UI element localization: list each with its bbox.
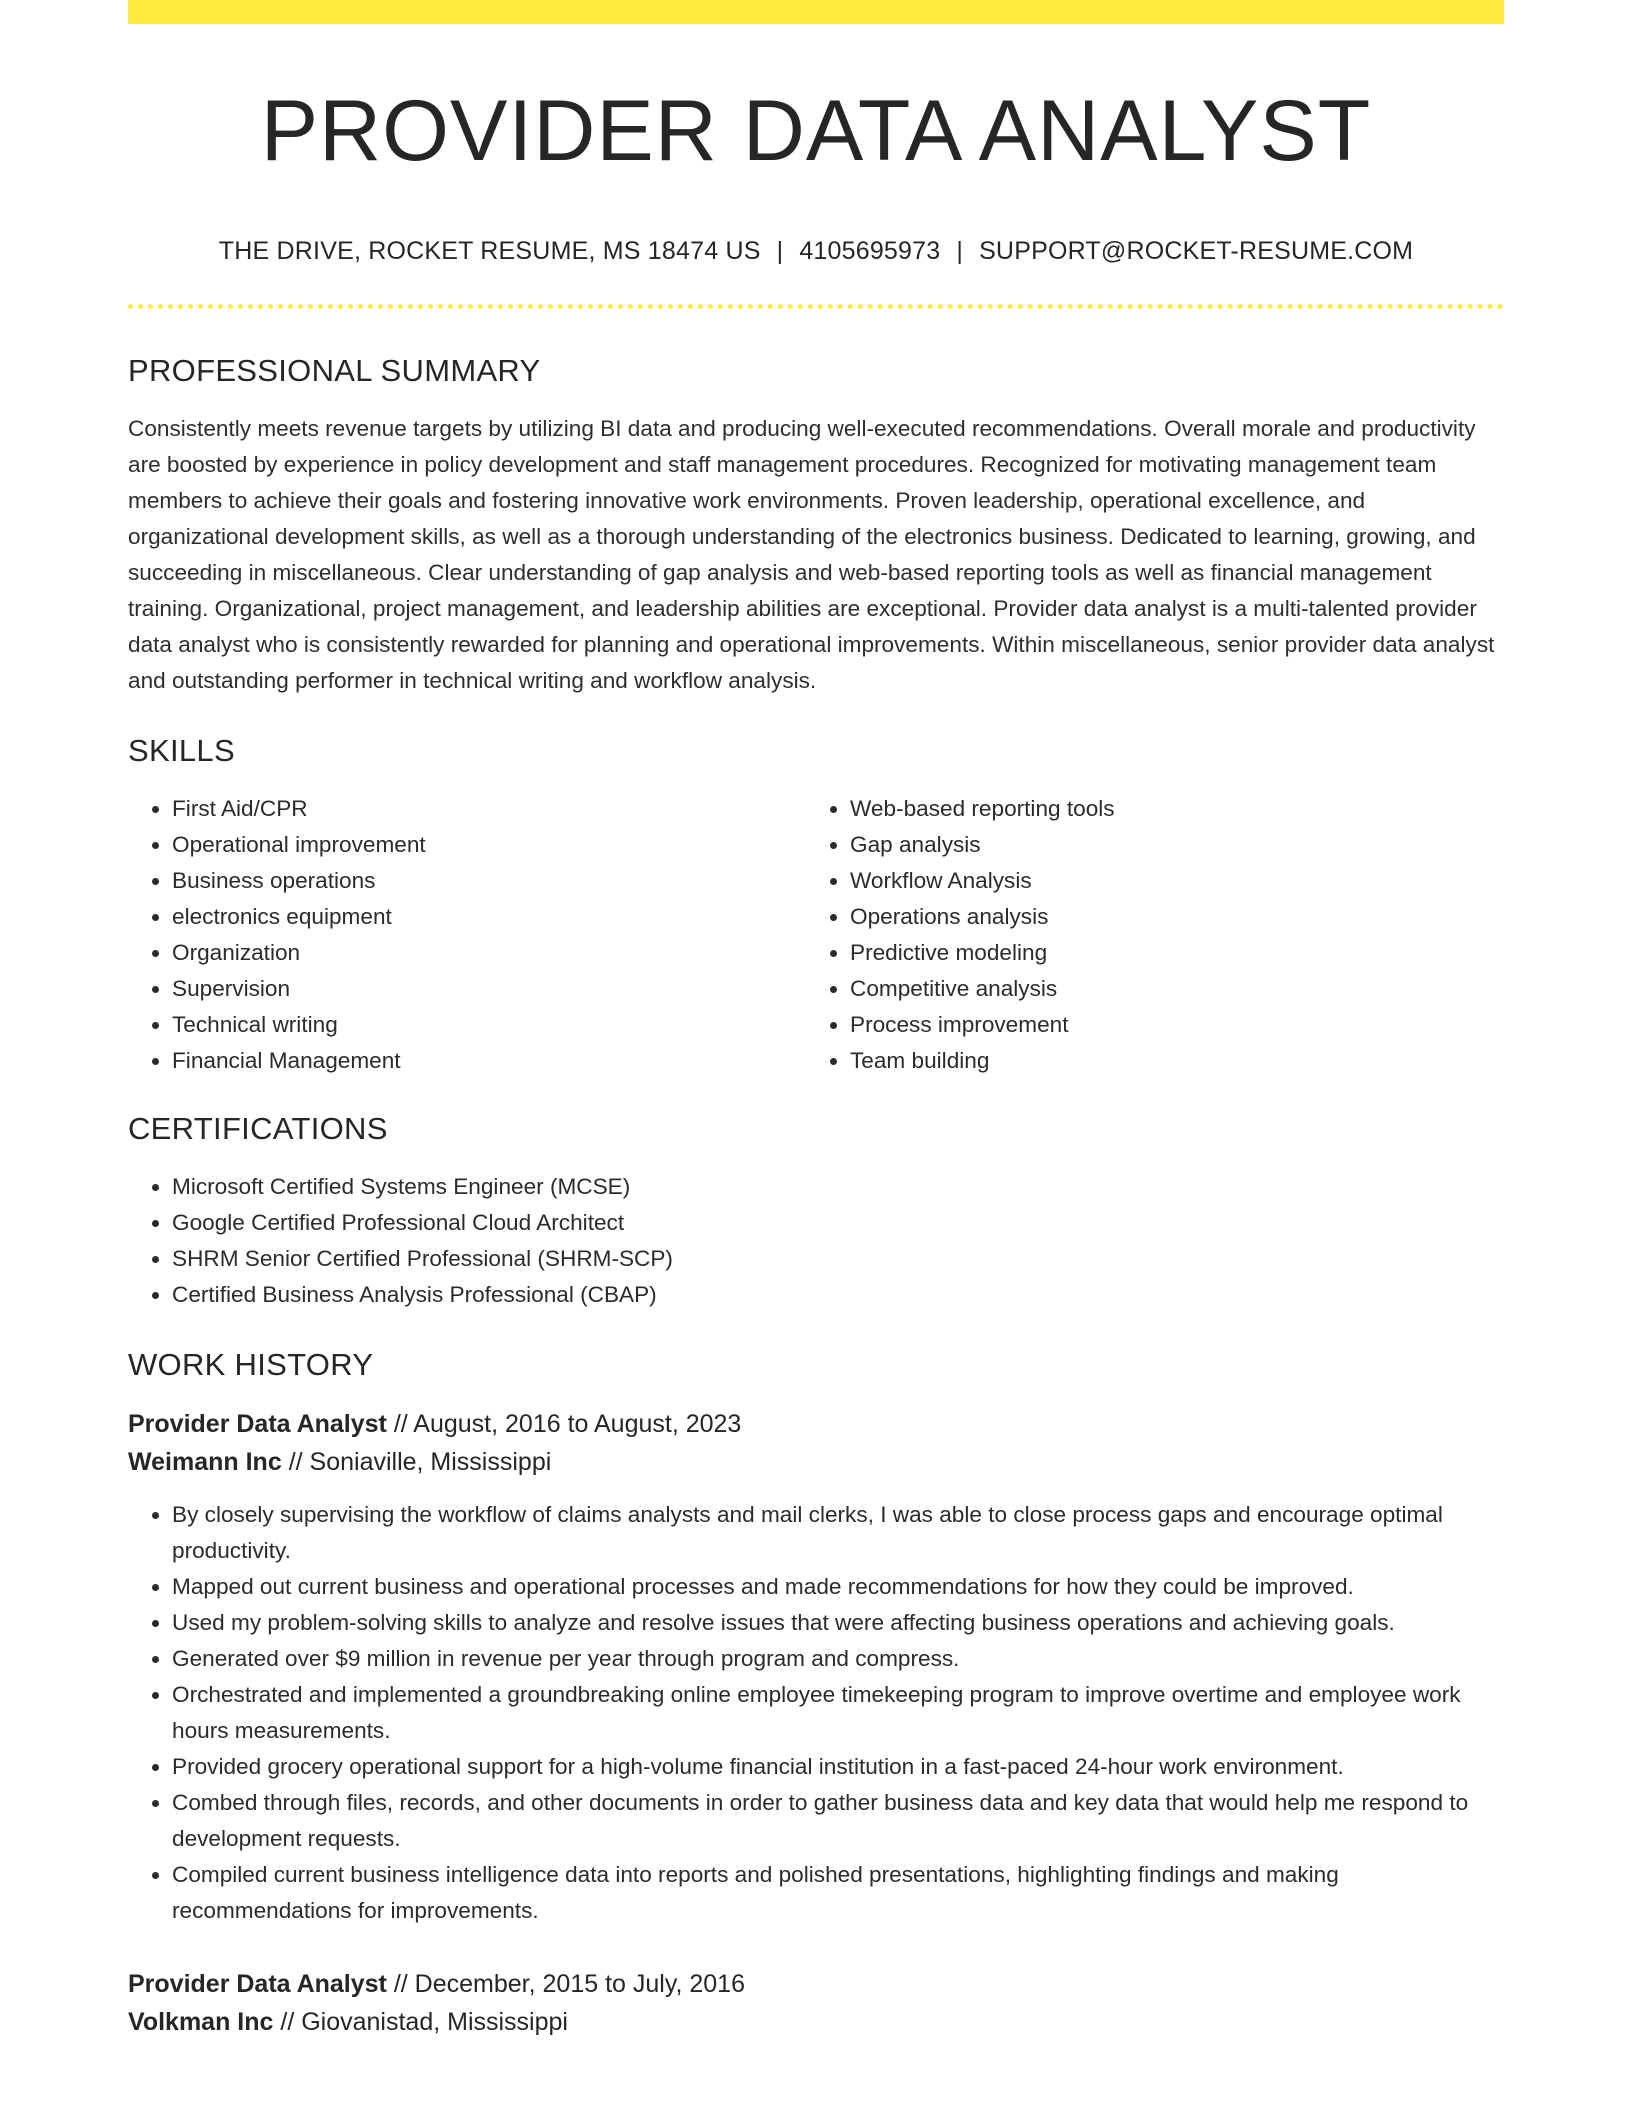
duty-item: • Used my problem-solving skills to analyze and resolve issues that were affecting business operations and achieving goals. [172,1605,1504,1641]
job-entry [128,1405,1504,1929]
resume-name: PROVIDER DATA ANALYST [260,83,1372,179]
certification-item: • Google Certified Professional Cloud Architect [172,1205,1504,1241]
skill-item: • Process improvement [850,1007,1484,1043]
skill-item: • Financial Management [172,1043,806,1079]
job-entry [128,1965,1504,2041]
job-location: // Soniaville, Mississippi [281,1447,552,1476]
job-title-line [128,1405,1504,1443]
skills-heading: SKILLS [128,732,235,768]
skill-item: • Workflow Analysis [850,863,1484,899]
certifications-list [128,1169,1504,1313]
contact-separator: | [956,236,964,265]
job-location: // Giovanistad, Mississippi [273,2007,568,2036]
skills-column-right [806,791,1484,1079]
job-company: Weimann Inc [128,1447,282,1476]
job-company-line [128,1443,1504,1481]
certification-item: • Certified Business Analysis Professional (CBAP) [172,1277,1504,1313]
skill-item: • Operational improvement [172,827,806,863]
job-dates: // August, 2016 to August, 2023 [386,1409,742,1438]
job-duties-list [128,1497,1504,1929]
certifications-heading: CERTIFICATIONS [128,1110,388,1146]
skill-item: • Technical writing [172,1007,806,1043]
work-history-heading: WORK HISTORY [128,1346,374,1382]
skills-column-left [128,791,806,1079]
duty-item: • Generated over $9 million in revenue per year through program and compress. [172,1641,1504,1677]
skill-item: • Predictive modeling [850,935,1484,971]
contact-phone: 4105695973 [799,236,941,265]
job-role: Provider Data Analyst [128,1969,387,1998]
duty-item: • Orchestrated and implemented a groundbreaking online employee timekeeping program to improve overtime and employee work hours measurements. [172,1677,1504,1749]
contact-line [128,237,1504,266]
duty-item: • By closely supervising the workflow of claims analysts and mail clerks, I was able to close process gaps and encourage optimal productivity. [172,1497,1504,1569]
contact-address: THE DRIVE, ROCKET RESUME, MS 18474 US [218,236,761,265]
skills-list [128,791,1504,1079]
summary-text: Consistently meets revenue targets by utilizing BI data and producing well-executed recommendations. Overall morale and productivity are boosted by experience in policy development and staff management procedures. Recognized for motivating management team members to achieve their goals and fostering innovative work environments. Proven leadership, operational excellence, and organizational development skills, as well as a thorough understanding of the electronics business. Dedicated to learning, growing, and succeeding in miscellaneous. Clear understanding of gap analysis and web-based reporting tools as well as financial management training. Organizational, project management, and leadership abilities are exceptional. Provider data analyst is a multi-talented provider data analyst who is consistently rewarded for planning and operational improvements. Within miscellaneous, senior provider data analyst and outstanding performer in technical writing and workflow analysis. [128,415,1495,693]
skill-item: • Web-based reporting tools [850,791,1484,827]
resume-page [128,0,1504,2041]
certification-item: • SHRM Senior Certified Professional (SHRM-SCP) [172,1241,1504,1277]
contact-email: SUPPORT@ROCKET-RESUME.COM [979,236,1414,265]
skill-item: • Business operations [172,863,806,899]
skill-item: • First Aid/CPR [172,791,806,827]
contact-separator: | [776,236,784,265]
duty-item: • Compiled current business intelligence data into reports and polished presentations, highlighting findings and making recommendations for improvements. [172,1857,1504,1929]
certification-item: • Microsoft Certified Systems Engineer (MCSE) [172,1169,1504,1205]
duty-item: • Provided grocery operational support for a high-volume financial institution in a fast-paced 24-hour work environment. [172,1749,1504,1785]
job-dates: // December, 2015 to July, 2016 [386,1969,745,1998]
skill-item: • Team building [850,1043,1484,1079]
skill-item: • Supervision [172,971,806,1007]
summary-heading: PROFESSIONAL SUMMARY [128,352,541,388]
job-title-line [128,1965,1504,2003]
accent-bar [128,0,1504,24]
skill-item: • Operations analysis [850,899,1484,935]
skill-item: • Competitive analysis [850,971,1484,1007]
job-company: Volkman Inc [128,2007,274,2036]
skill-item: • Gap analysis [850,827,1484,863]
skill-item: • Organization [172,935,806,971]
duty-item: • Mapped out current business and operational processes and made recommendations for how they could be improved. [172,1569,1504,1605]
dotted-divider [128,304,1504,309]
job-company-line [128,2003,1504,2041]
duty-item: • Combed through files, records, and other documents in order to gather business data and key data that would help me respond to development requests. [172,1785,1504,1857]
skill-item: • electronics equipment [172,899,806,935]
job-role: Provider Data Analyst [128,1409,387,1438]
